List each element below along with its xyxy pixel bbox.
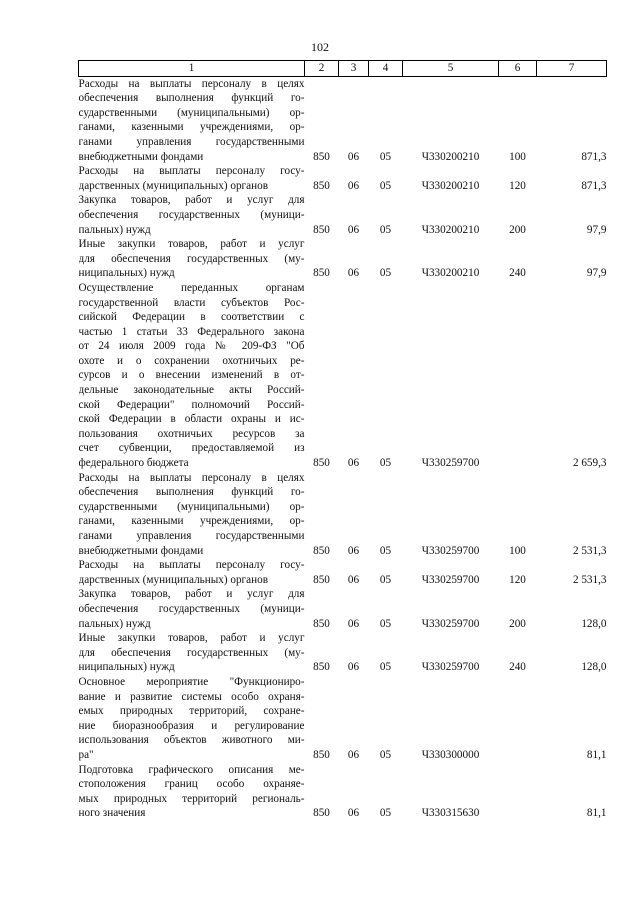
subsection-code: 05 — [379, 150, 392, 163]
description-line: сударственными (муниципальными) ор- — [78, 106, 305, 119]
table-body — [79, 76, 607, 821]
description-line: ного значения — [78, 807, 146, 820]
description-line: ской Федерации" полномочий Россий- — [78, 398, 305, 411]
table-row — [79, 587, 607, 631]
subsection-code: 05 — [379, 267, 392, 280]
expense-type-code: 120 — [509, 573, 526, 586]
description-line: ганами, казенными учреждениями, ор- — [78, 121, 305, 134]
description-line: пальных) нужд — [78, 617, 151, 630]
header-col-7: 7 — [537, 61, 607, 77]
description-line: охоте и о сохранении охотничьих ре- — [78, 354, 305, 367]
subsection-code: 05 — [379, 573, 392, 586]
subsection-code: 05 — [379, 661, 392, 674]
description-line: Закупка товаров, работ и услуг для — [78, 194, 305, 207]
ministry-code: 850 — [313, 807, 330, 820]
amount: 81,1 — [586, 748, 607, 761]
expense-type-code — [499, 281, 537, 471]
ministry-code: 850 — [313, 544, 330, 557]
description-line: от 24 июля 2009 года № 209-ФЗ "Об — [78, 340, 305, 353]
row-description — [79, 76, 305, 164]
table-row — [79, 675, 607, 763]
description-line: мых природных территорий региональ- — [78, 792, 305, 805]
description-line: Расходы на выплаты персоналу госу- — [78, 559, 305, 572]
description-line: дарственных (муниципальных) органов — [78, 573, 268, 586]
row-description — [79, 587, 305, 631]
table-row — [79, 471, 607, 559]
description-line: пользования охотничьих ресурсов за — [78, 427, 305, 440]
subsection-code: 05 — [379, 457, 392, 470]
amount: 128,0 — [581, 617, 607, 630]
target-article-code: Ч330259700 — [421, 617, 480, 630]
expense-type-code: 100 — [509, 544, 526, 557]
description-line: Иные закупки товаров, работ и услуг — [78, 238, 305, 251]
description-line: дарственных (муниципальных) органов — [78, 179, 268, 192]
description-line: для обеспечения государственных (му- — [78, 646, 305, 659]
target-article-code: Ч330315630 — [421, 807, 480, 820]
description-line: вание и развитие системы особо охраня- — [78, 690, 305, 703]
header-col-5: 5 — [403, 61, 499, 77]
amount: 2 531,3 — [572, 573, 607, 586]
description-line: сударственными (муниципальными) ор- — [78, 500, 305, 513]
ministry-code: 850 — [313, 661, 330, 674]
row-description — [79, 237, 305, 281]
row-description — [79, 193, 305, 237]
description-line: Подготовка графического описания ме- — [78, 763, 305, 776]
description-line: ниципальных) нужд — [78, 267, 175, 280]
description-line: ганами, казенными учреждениями, ор- — [78, 515, 305, 528]
section-code: 06 — [347, 267, 360, 280]
section-code: 06 — [347, 617, 360, 630]
description-line: Иные закупки товаров, работ и услуг — [78, 632, 305, 645]
description-line: федерального бюджета — [78, 457, 189, 470]
table-row — [79, 631, 607, 675]
description-line: счет субвенции, предоставляемой из — [78, 442, 305, 455]
target-article-code: Ч330200210 — [421, 267, 480, 280]
ministry-code: 850 — [313, 617, 330, 630]
description-line: Основное мероприятие "Функциониро- — [78, 675, 305, 688]
description-line: емых природных территорий, сохране- — [78, 705, 305, 718]
description-line: Закупка товаров, работ и услуг для — [78, 588, 305, 601]
description-line: дельные законодательные акты Россий- — [78, 384, 305, 397]
description-line: Осуществление переданных органам — [78, 281, 305, 294]
ministry-code: 850 — [313, 223, 330, 236]
description-line: Расходы на выплаты персоналу госу- — [78, 165, 305, 178]
row-description — [79, 631, 305, 675]
description-line: ганами управления государственными — [78, 530, 305, 542]
table-row — [79, 164, 607, 193]
amount: 2 531,3 — [572, 544, 607, 557]
description-line: ра" — [78, 748, 94, 761]
ministry-code: 850 — [313, 573, 330, 586]
target-article-code: Ч330300000 — [421, 748, 480, 761]
section-code: 06 — [347, 150, 360, 163]
amount: 81,1 — [586, 807, 607, 820]
amount: 97,9 — [586, 267, 607, 280]
target-article-code: Ч330200210 — [421, 223, 480, 236]
subsection-code: 05 — [379, 544, 392, 557]
expense-type-code — [499, 763, 537, 821]
table-row — [79, 76, 607, 164]
description-line: для обеспечения государственных (му- — [78, 252, 305, 265]
ministry-code: 850 — [313, 150, 330, 163]
amount: 2 659,3 — [572, 457, 607, 470]
ministry-code: 850 — [313, 179, 330, 192]
description-line: ние биоразнообразия и регулирование — [78, 719, 305, 732]
section-code: 06 — [347, 544, 360, 557]
row-description — [79, 558, 305, 587]
target-article-code: Ч330259700 — [421, 661, 480, 674]
subsection-code: 05 — [379, 223, 392, 236]
description-line: пальных) нужд — [78, 223, 151, 236]
amount: 871,3 — [581, 150, 607, 163]
description-line: обеспечения государственных (муници- — [78, 602, 305, 615]
header-col-6: 6 — [499, 61, 537, 77]
description-line: сийской Федерации в соответствии с — [78, 311, 305, 324]
description-line: обеспечения государственных (муници- — [78, 208, 305, 221]
row-description — [79, 763, 305, 821]
description-line: внебюджетными фондами — [78, 150, 204, 163]
target-article-code: Ч330200210 — [421, 179, 480, 192]
description-line: стоположения границ особо охраняе- — [78, 778, 305, 791]
section-code: 06 — [347, 748, 360, 761]
description-line: Расходы на выплаты персоналу в целях — [78, 471, 305, 484]
section-code: 06 — [347, 223, 360, 236]
amount: 871,3 — [581, 179, 607, 192]
target-article-code: Ч330259700 — [421, 573, 480, 586]
table-row — [79, 281, 607, 471]
description-line: ганами управления государственными — [78, 135, 305, 148]
row-description — [79, 471, 305, 559]
budget-table — [78, 60, 607, 821]
ministry-code: 850 — [313, 267, 330, 280]
ministry-code: 850 — [313, 457, 330, 470]
amount: 128,0 — [581, 661, 607, 674]
target-article-code: Ч330259700 — [421, 457, 480, 470]
header-row — [79, 61, 607, 77]
ministry-code: 850 — [313, 748, 330, 761]
expense-type-code: 200 — [509, 617, 526, 630]
section-code: 06 — [347, 807, 360, 820]
description-line: Расходы на выплаты персоналу в целях — [78, 77, 305, 90]
target-article-code: Ч330259700 — [421, 544, 480, 557]
table-row — [79, 763, 607, 821]
section-code: 06 — [347, 457, 360, 470]
target-article-code: Ч330200210 — [421, 150, 480, 163]
section-code: 06 — [347, 661, 360, 674]
table-row — [79, 193, 607, 237]
subsection-code: 05 — [379, 617, 392, 630]
subsection-code: 05 — [379, 179, 392, 192]
description-line: ниципальных) нужд — [78, 661, 175, 674]
header-col-1: 1 — [79, 61, 305, 77]
expense-type-code: 240 — [509, 661, 526, 674]
row-description — [79, 281, 305, 471]
header-col-4: 4 — [369, 61, 403, 77]
expense-type-code: 200 — [509, 223, 526, 236]
row-description — [79, 675, 305, 763]
section-code: 06 — [347, 573, 360, 586]
header-col-3: 3 — [339, 61, 369, 77]
subsection-code: 05 — [379, 807, 392, 820]
description-line: частью 1 статьи 33 Федерального закона — [78, 325, 305, 338]
description-line: ской Федерации в области охраны и ис- — [78, 413, 305, 426]
page-number: 102 — [311, 40, 329, 54]
table-row — [79, 558, 607, 587]
description-line: государственной власти субъектов Рос- — [78, 296, 305, 309]
description-line: внебюджетными фондами — [78, 544, 204, 557]
expense-type-code: 120 — [509, 179, 526, 192]
expense-type-code: 100 — [509, 150, 526, 163]
section-code: 06 — [347, 179, 360, 192]
expense-type-code — [499, 675, 537, 763]
description-line: обеспечения выполнения функций го- — [78, 486, 305, 499]
description-line: обеспечения выполнения функций го- — [78, 92, 305, 105]
header-col-2: 2 — [305, 61, 339, 77]
subsection-code: 05 — [379, 748, 392, 761]
description-line: сурсов и о внесении изменений в от- — [78, 369, 305, 382]
expense-type-code: 240 — [509, 267, 526, 280]
amount: 97,9 — [586, 223, 607, 236]
description-line: использования объектов животного ми- — [78, 734, 305, 747]
row-description — [79, 164, 305, 193]
table-row — [79, 237, 607, 281]
